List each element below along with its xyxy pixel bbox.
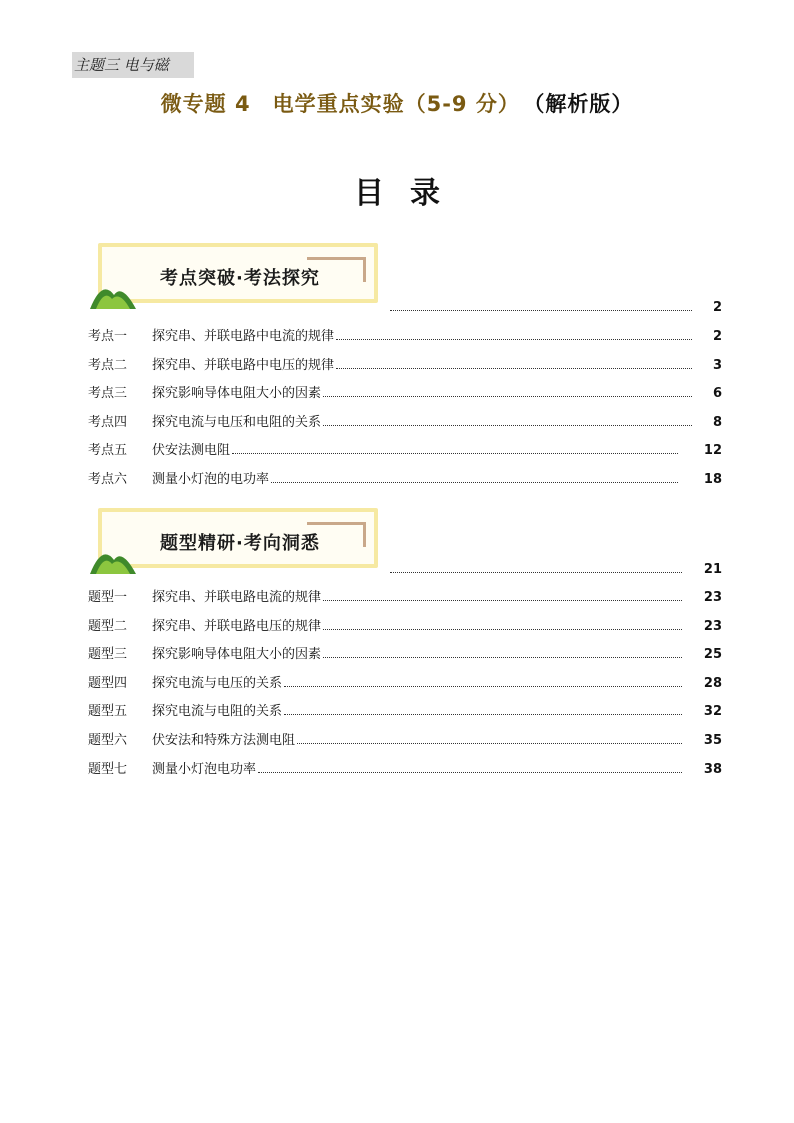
toc-entry-prefix: 题型三 — [88, 647, 128, 663]
toc-entry-page: 28 — [703, 675, 722, 691]
toc-leader — [284, 714, 682, 715]
banner-accent-line — [307, 257, 366, 282]
toc-entry-prefix: 考点一 — [88, 329, 128, 344]
toc-heading: 目录 — [354, 176, 466, 211]
toc-entry-text: 探究影响导体电阻大小的因素 — [152, 647, 322, 663]
toc-entry[interactable] — [88, 441, 722, 461]
toc-leader — [297, 743, 682, 744]
section2-banner-label: 题型精研·考向洞悉 — [160, 533, 320, 554]
toc-entry-page: 38 — [703, 761, 722, 777]
toc-entry[interactable] — [88, 356, 722, 376]
toc-entry[interactable] — [88, 702, 722, 722]
toc-entry-prefix: 题型二 — [88, 618, 128, 634]
toc-entry-page: 23 — [703, 590, 722, 605]
topic-tag: 主题三 电与磁 — [72, 52, 194, 78]
toc-leader — [271, 482, 678, 483]
toc-entry[interactable] — [88, 731, 722, 751]
toc-entry-text: 探究电流与电压和电阻的关系 — [152, 414, 322, 430]
toc-leader — [323, 396, 692, 397]
toc-entry[interactable] — [88, 760, 722, 780]
toc-entry-text: 测量小灯泡的电功率 — [152, 472, 270, 487]
toc-entry-text: 探究串、并联电路中电流的规律 — [152, 329, 335, 344]
toc-entry-text: 探究影响导体电阻大小的因素 — [152, 386, 322, 402]
toc-entry-prefix: 题型一 — [88, 590, 128, 605]
toc-entry-page: 3 — [712, 357, 722, 373]
toc-leader — [284, 686, 682, 687]
toc-entry-page: 2 — [712, 329, 722, 344]
toc-entry-page: 25 — [703, 647, 722, 663]
toc-leader — [323, 629, 682, 630]
toc-entry[interactable] — [88, 645, 722, 665]
toc-leader — [336, 339, 692, 340]
toc-entry-text: 探究电流与电压的关系 — [152, 675, 283, 691]
toc-leader — [232, 453, 678, 454]
section2-page: 21 — [703, 562, 722, 577]
toc-leader — [323, 425, 692, 426]
toc-leader — [323, 657, 682, 658]
toc-entry-text: 探究串、并联电路电流的规律 — [152, 590, 322, 605]
banner-accent-line — [307, 522, 366, 547]
toc-entry[interactable] — [88, 470, 722, 490]
section1-banner-label: 考点突破·考法探究 — [160, 268, 320, 289]
document-title-suffix: （解析版） — [533, 92, 634, 116]
toc-entry-text: 探究电流与电阻的关系 — [152, 704, 283, 720]
section1-page: 2 — [712, 300, 722, 315]
toc-entry-prefix: 题型四 — [88, 675, 128, 691]
toc-leader — [258, 772, 682, 773]
toc-entry[interactable] — [88, 588, 722, 608]
toc-entry-text: 伏安法和特殊方法测电阻 — [152, 733, 296, 748]
toc-entry-page: 8 — [712, 414, 722, 430]
section1-banner-box — [98, 243, 378, 303]
toc-entry-page: 6 — [712, 386, 722, 402]
toc-entry-page: 32 — [703, 704, 722, 720]
toc-entry-page: 12 — [703, 443, 722, 459]
toc-entry-text: 测量小灯泡电功率 — [152, 761, 257, 777]
toc-entry[interactable] — [88, 674, 722, 694]
toc-entry[interactable] — [88, 413, 722, 433]
section2-banner-box — [98, 508, 378, 568]
toc-entry-text: 探究串、并联电路中电压的规律 — [152, 357, 335, 373]
toc-entry-page: 18 — [703, 472, 722, 487]
toc-leader — [336, 368, 692, 369]
toc-entry-prefix: 考点五 — [88, 443, 128, 459]
document-title-main: 微专题 4 电学重点实验（5-9 分） — [160, 92, 520, 116]
toc-entry-prefix: 题型六 — [88, 733, 128, 748]
toc-leader — [323, 600, 682, 601]
toc-entry-prefix: 考点六 — [88, 472, 128, 487]
toc-entry-prefix: 考点二 — [88, 357, 128, 373]
section1-page-row[interactable] — [88, 298, 722, 318]
toc-entry-page: 23 — [703, 618, 722, 634]
toc-entry[interactable] — [88, 384, 722, 404]
toc-entry-prefix: 考点四 — [88, 414, 128, 430]
toc-leader — [390, 572, 682, 573]
toc-entry-prefix: 考点三 — [88, 386, 128, 402]
toc-leader — [390, 310, 692, 311]
toc-entry-prefix: 题型七 — [88, 761, 128, 777]
toc-entry-prefix: 题型五 — [88, 704, 128, 720]
toc-entry-text: 探究串、并联电路电压的规律 — [152, 618, 322, 634]
document-title — [0, 88, 794, 118]
toc-entry-text: 伏安法测电阻 — [152, 443, 231, 459]
section2-page-row[interactable] — [88, 560, 722, 580]
toc-entry-page: 35 — [703, 733, 722, 748]
toc-entry[interactable] — [88, 617, 722, 637]
toc-entry[interactable] — [88, 327, 722, 347]
